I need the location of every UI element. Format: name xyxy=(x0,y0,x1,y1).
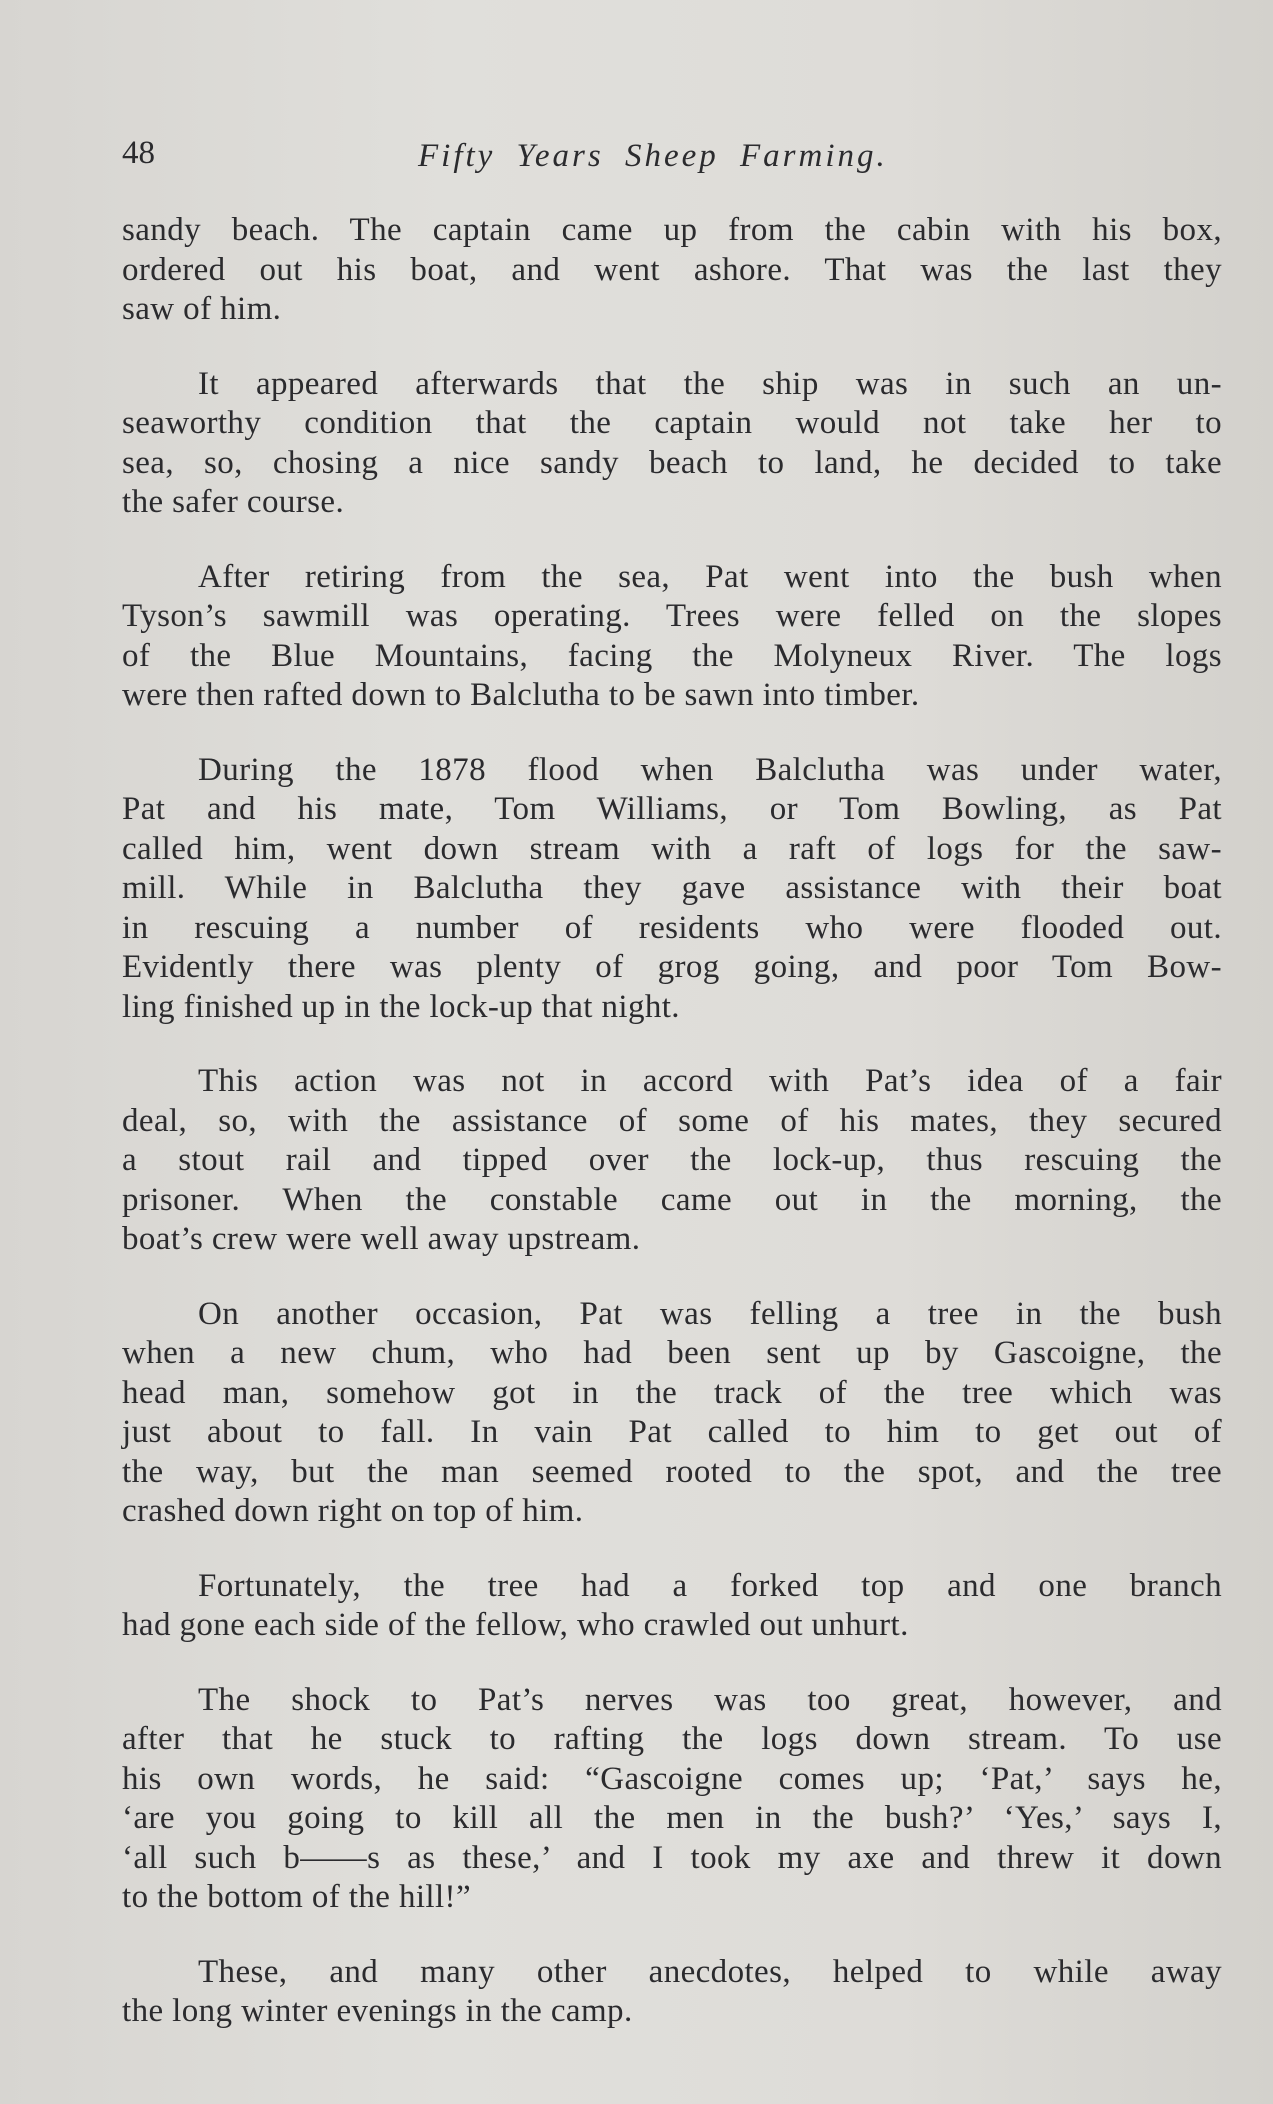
paragraph-6 xyxy=(122,1295,1222,1532)
text-line: when a new chum, who had been sent up by Gascoigne, the xyxy=(122,1335,1222,1371)
paragraph-4 xyxy=(122,751,1222,1028)
text-line: ling finished up in the lock-up that night. xyxy=(122,988,680,1025)
text-line: Tyson’s sawmill was operating. Trees were felled on the slopes xyxy=(122,598,1222,634)
text-line: On another occasion, Pat was felling a tree in the bush xyxy=(198,1295,1222,1332)
text-line: crashed down right on top of him. xyxy=(122,1493,584,1529)
paragraph-5 xyxy=(122,1062,1222,1260)
text-line: sandy beach. The captain came up from the cabin with his box, xyxy=(122,212,1222,248)
text-line: of the Blue Mountains, facing the Molyneux River. The logs xyxy=(122,637,1222,674)
text-line: the safer course. xyxy=(122,484,345,520)
text-line: This action was not in accord with Pat’s idea of a fair xyxy=(198,1063,1222,1099)
text-line: after that he stuck to rafting the logs down stream. To use xyxy=(122,1721,1222,1757)
paragraph-1 xyxy=(122,211,1222,330)
text-line: head man, somehow got in the track of the tree which was xyxy=(122,1374,1222,1411)
text-line: During the 1878 flood when Balclutha was under water, xyxy=(198,751,1222,788)
paragraph-2 xyxy=(122,365,1222,523)
text-line: seaworthy condition that the captain would not take her to xyxy=(122,405,1222,441)
text-line: boat’s crew were well away upstream. xyxy=(122,1221,641,1257)
running-title: Fifty Years Sheep Farming. xyxy=(418,138,888,174)
text-line: prisoner. When the constable came out in the morning, the xyxy=(122,1181,1222,1218)
paragraph-8 xyxy=(122,1681,1222,1918)
page-header xyxy=(122,128,1222,178)
text-line: mill. While in Balclutha they gave assistance with their boat xyxy=(122,870,1222,906)
text-line: After retiring from the sea, Pat went into the bush when xyxy=(198,558,1222,595)
text-line: It appeared afterwards that the ship was in such an un- xyxy=(198,365,1222,402)
body-text xyxy=(122,211,1222,2067)
text-line: The shock to Pat’s nerves was too great, however, and xyxy=(198,1681,1222,1718)
text-line: a stout rail and tipped over the lock-up, thus rescuing the xyxy=(122,1142,1222,1178)
text-line: ‘all such b——s as these,’ and I took my axe and threw it down xyxy=(122,1839,1222,1876)
text-line: sea, so, chosing a nice sandy beach to land, he decided to take xyxy=(122,444,1222,481)
text-line: to the bottom of the hill!” xyxy=(122,1879,471,1915)
text-line: Fortunately, the tree had a forked top and one branch xyxy=(198,1567,1222,1604)
text-line: deal, so, with the assistance of some of his mates, they secured xyxy=(122,1102,1222,1139)
text-line: saw of him. xyxy=(122,291,282,327)
text-line: Pat and his mate, Tom Williams, or Tom Bowling, as Pat xyxy=(122,791,1222,827)
text-line: the way, but the man seemed rooted to the spot, and the tree xyxy=(122,1453,1222,1490)
paragraph-9 xyxy=(122,1953,1222,2032)
paragraph-7 xyxy=(122,1567,1222,1646)
text-line: the long winter evenings in the camp. xyxy=(122,1993,633,2029)
text-line: These, and many other anecdotes, helped to while away xyxy=(198,1953,1222,1990)
text-line: ordered out his boat, and went ashore. That was the last they xyxy=(122,251,1222,288)
page-number: 48 xyxy=(122,135,155,171)
text-line: had gone each side of the fellow, who crawled out unhurt. xyxy=(122,1607,909,1643)
paragraph-3 xyxy=(122,558,1222,716)
text-line: in rescuing a number of residents who were flooded out. xyxy=(122,909,1222,946)
text-line: were then rafted down to Balclutha to be sawn into timber. xyxy=(122,677,920,713)
text-line: just about to fall. In vain Pat called to him to get out of xyxy=(122,1414,1222,1450)
text-line: ‘are you going to kill all the men in the bush?’ ‘Yes,’ says I, xyxy=(122,1800,1222,1836)
text-line: Evidently there was plenty of grog going, and poor Tom Bow- xyxy=(122,949,1222,985)
text-line: his own words, he said: “Gascoigne comes up; ‘Pat,’ says he, xyxy=(122,1760,1222,1797)
text-line: called him, went down stream with a raft of logs for the saw- xyxy=(122,830,1222,867)
